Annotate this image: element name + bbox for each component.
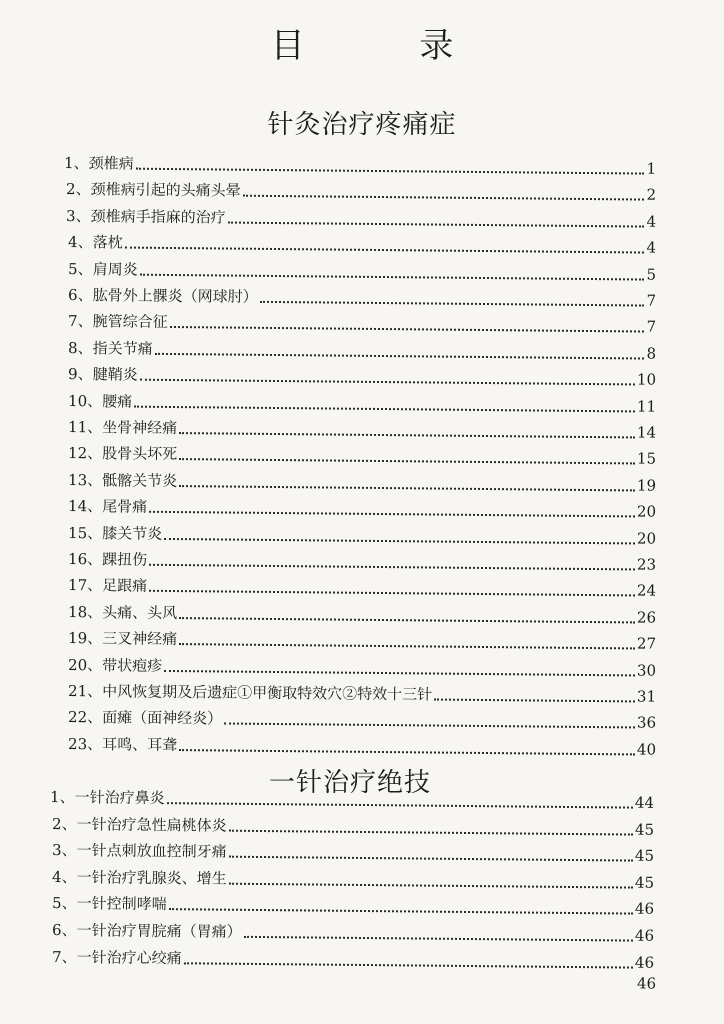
dot-leader <box>229 829 633 835</box>
dot-leader <box>260 301 645 307</box>
toc-entry-label: 22、面瘫（面神经炎） <box>68 708 223 728</box>
toc-entry[interactable] <box>68 386 656 416</box>
toc-entry-label: 1、一针治疗鼻炎 <box>50 788 165 808</box>
dot-leader <box>170 326 645 333</box>
toc-entry-page-number: 20 <box>636 529 657 548</box>
toc-entry[interactable] <box>66 201 656 231</box>
dot-leader <box>179 485 635 491</box>
toc-entry-page-number: 45 <box>634 873 655 892</box>
toc-entry-page-number: 27 <box>636 634 657 653</box>
toc-entry-label: 14、尾骨痛 <box>68 497 148 516</box>
dot-leader <box>179 458 635 464</box>
dot-leader <box>229 856 633 862</box>
trailing-page-number: 46 <box>636 974 657 993</box>
toc-entry-page-number: 5 <box>646 265 657 284</box>
toc-entry[interactable] <box>68 438 656 468</box>
toc-entry-label: 5、一针控制哮喘 <box>52 894 167 914</box>
dot-leader <box>179 749 635 755</box>
toc-trailing-page-number <box>600 968 656 993</box>
toc-entry-label: 4、落枕 <box>68 233 123 252</box>
dot-leader <box>229 882 633 888</box>
dot-leader <box>244 936 633 942</box>
toc-entry-label: 19、三叉神经痛 <box>68 629 178 649</box>
toc-entry-label: 20、带状疱疹 <box>68 655 163 675</box>
toc-entry[interactable] <box>50 782 654 812</box>
toc-entry-page-number: 44 <box>634 793 655 812</box>
toc-entry-page-number: 46 <box>634 899 655 919</box>
toc-entry-label: 16、踝扭伤 <box>68 550 148 569</box>
toc-entry-label: 3、颈椎病手指麻的治疗 <box>66 206 226 227</box>
toc-entry[interactable] <box>68 491 656 521</box>
toc-entry-page-number: 1 <box>646 159 657 178</box>
dot-leader <box>149 511 635 518</box>
toc-entry-label: 12、股骨头坏死 <box>68 444 178 464</box>
toc-entry-page-number: 31 <box>636 687 657 706</box>
toc-entry-label: 7、腕管综合征 <box>68 312 168 332</box>
toc-entry-label: 8、指关节痛 <box>68 338 153 358</box>
toc-entry-page-number: 23 <box>636 555 657 574</box>
dot-leader <box>434 699 635 703</box>
toc-entry-page-number: 30 <box>636 661 657 680</box>
toc-entry[interactable] <box>52 809 654 839</box>
dot-leader <box>164 670 635 677</box>
toc-entry-label: 10、腰痛 <box>68 391 133 411</box>
toc-entry[interactable] <box>68 544 656 574</box>
toc-entry-label: 4、一针治疗乳腺炎、增生 <box>52 867 227 888</box>
toc-entry[interactable] <box>52 888 654 918</box>
toc-entry-page-number: 14 <box>636 423 657 442</box>
toc-entry-label: 6、肱骨外上髁炎（网球肘） <box>68 286 258 306</box>
dot-leader <box>179 617 635 623</box>
dot-leader <box>169 909 633 915</box>
toc-entry-page-number: 7 <box>646 291 657 310</box>
toc-entry[interactable] <box>68 465 656 495</box>
toc-entry[interactable] <box>52 862 654 892</box>
dot-leader <box>149 564 635 571</box>
toc-entry-label: 1、颈椎病 <box>64 154 134 173</box>
toc-entry[interactable] <box>68 280 656 310</box>
toc-entry[interactable] <box>68 676 656 706</box>
toc-entry[interactable] <box>68 597 656 627</box>
toc-entry-page-number: 7 <box>646 317 657 337</box>
toc-entry-page-number: 8 <box>646 344 657 363</box>
toc-entry-page-number: 45 <box>634 846 655 865</box>
toc-entry[interactable] <box>68 570 656 600</box>
toc-entry-page-number: 24 <box>636 581 657 601</box>
dot-leader <box>184 962 633 968</box>
toc-entry-page-number: 26 <box>636 608 657 627</box>
toc-entry[interactable] <box>52 835 654 865</box>
toc-entry-label: 11、坐骨神经痛 <box>68 418 178 438</box>
page-title: 目 录 <box>270 26 506 66</box>
toc-entry-page-number: 36 <box>636 713 657 733</box>
toc-entry-label: 21、中风恢复期及后遗症①甲衡取特效穴②特效十三针 <box>68 682 433 704</box>
toc-entry-page-number: 46 <box>634 926 655 945</box>
dot-leader <box>149 590 635 597</box>
toc-entry[interactable] <box>68 254 656 284</box>
dot-leader <box>228 221 645 227</box>
dot-leader <box>179 643 635 649</box>
toc-entry-page-number: 2 <box>646 185 657 205</box>
toc-entry[interactable] <box>68 623 656 653</box>
dot-leader <box>136 168 645 175</box>
toc-entry-label: 23、耳鸣、耳聋 <box>68 734 178 754</box>
toc-entry[interactable] <box>52 915 654 945</box>
dot-leader <box>134 405 635 412</box>
dot-leader <box>224 723 635 729</box>
toc-entry-page-number: 40 <box>636 740 657 759</box>
dot-leader <box>155 353 645 360</box>
toc-entry[interactable] <box>68 412 656 442</box>
toc-entry[interactable] <box>52 942 654 972</box>
toc-entry-page-number: 20 <box>636 502 657 521</box>
toc-entry-label: 3、一针点刺放血控制牙痛 <box>52 841 227 861</box>
toc-entry[interactable] <box>68 333 656 363</box>
dot-leader <box>164 538 635 545</box>
toc-entry-label: 18、头痛、头风 <box>68 602 178 622</box>
toc-entry[interactable] <box>68 227 656 257</box>
toc-entry[interactable] <box>68 729 656 759</box>
toc-entry[interactable] <box>64 148 656 178</box>
dot-leader <box>140 379 635 386</box>
toc-entry-page-number: 19 <box>636 476 657 495</box>
dot-leader <box>179 432 635 438</box>
toc-entry[interactable] <box>68 306 656 336</box>
toc-entry[interactable] <box>66 174 656 204</box>
dot-leader <box>140 273 645 280</box>
toc-entry-label: 5、肩周炎 <box>68 259 138 279</box>
toc-entry-label: 6、一针治疗胃脘痛（胃痛） <box>52 921 242 941</box>
dot-leader <box>243 195 645 201</box>
toc-entry[interactable] <box>68 518 656 548</box>
toc-entry-page-number: 4 <box>646 212 657 231</box>
dot-leader <box>125 247 645 254</box>
toc-entry-label: 17、足跟痛 <box>68 576 148 596</box>
toc-entry-label: 2、颈椎病引起的头痛头晕 <box>66 180 241 201</box>
toc-entry-page-number: 11 <box>636 397 657 416</box>
section-heading-one-needle: 一针治疗绝技 <box>268 768 431 798</box>
dot-leader <box>167 802 633 808</box>
toc-entry-label: 15、膝关节炎 <box>68 523 163 543</box>
toc-entry-label: 2、一针治疗急性扁桃体炎 <box>52 814 227 835</box>
toc-entry-label: 13、骶髂关节炎 <box>68 470 178 490</box>
toc-entry-page-number: 10 <box>636 370 657 389</box>
toc-entry-page-number: 4 <box>646 238 657 257</box>
toc-entry[interactable] <box>68 359 656 389</box>
toc-entry-label: 9、腱鞘炎 <box>68 365 138 384</box>
section-heading-acupuncture-pain: 针灸治疗疼痛症 <box>267 110 457 140</box>
toc-entry-page-number: 15 <box>636 449 657 469</box>
toc-entry[interactable] <box>68 702 656 732</box>
toc-entry-label: 7、一针治疗心绞痛 <box>52 947 182 967</box>
toc-entry-page-number: 46 <box>634 953 655 972</box>
toc-entry-page-number: 45 <box>634 820 655 839</box>
toc-entry[interactable] <box>68 650 656 680</box>
